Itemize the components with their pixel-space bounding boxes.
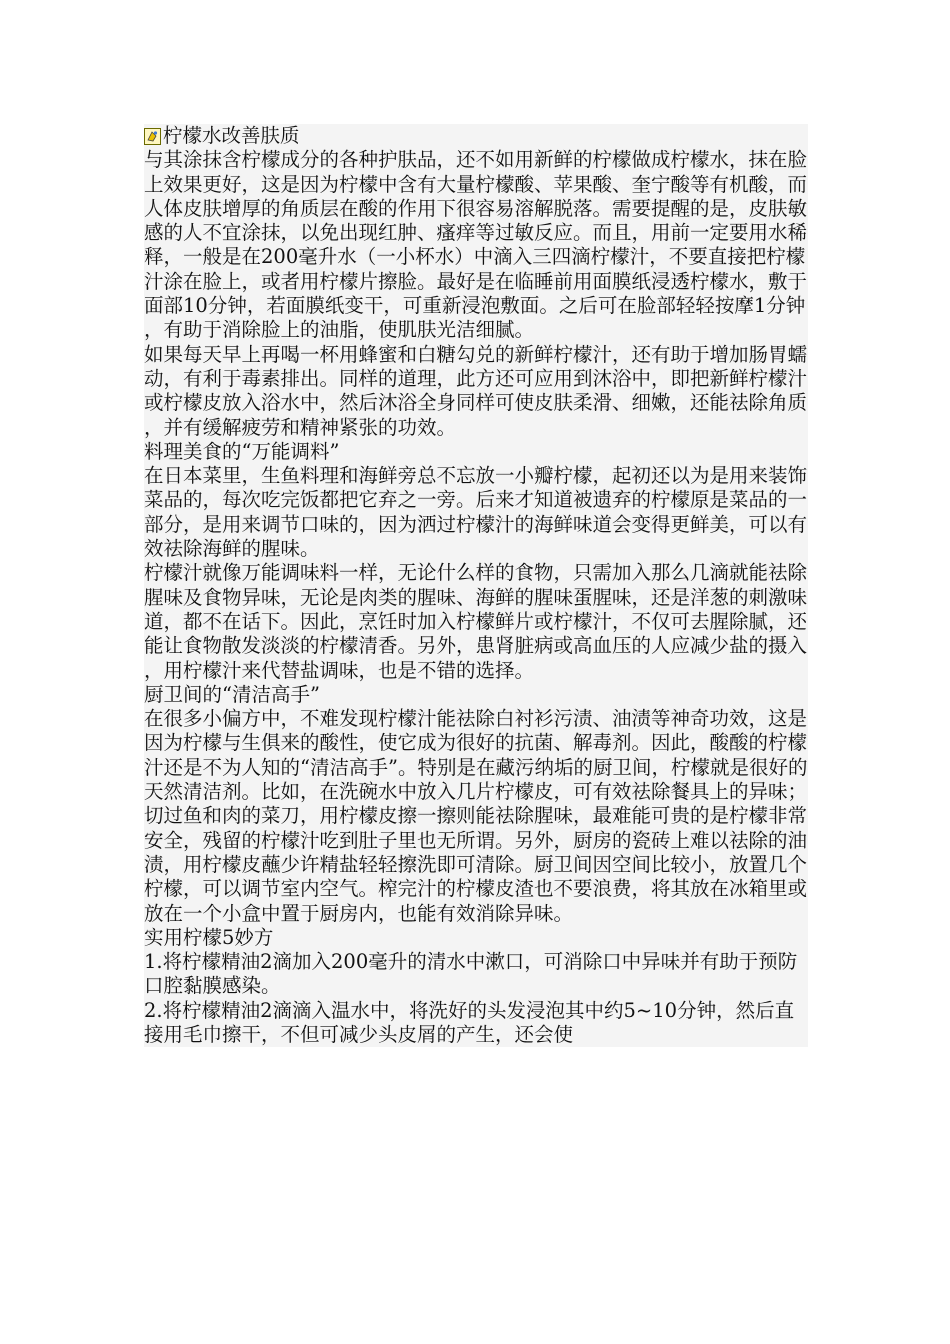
document-body	[144, 124, 808, 1047]
paragraph: 如果每天早上再喝一杯用蜂蜜和白糖勾兑的新鲜柠檬汁，还有助于增加肠胃蠕动，有利于毒素排出。同样的道理，此方还可应用到沐浴中，即把新鲜柠檬汁或柠檬皮放入浴水中，然后沐浴全身同样可使皮肤柔滑、细嫩，还能祛除角质，并有缓解疲劳和精神紧张的功效。	[144, 342, 808, 439]
paragraph: 在很多小偏方中，不难发现柠檬汁能祛除白衬衫污渍、油渍等神奇功效，这是因为柠檬与生俱来的酸性，使它成为很好的抗菌、解毒剂。因此，酸酸的柠檬汁还是不为人知的“清洁高手”。特别是在藏污纳垢的厨卫间，柠檬就是很好的天然清洁剂。比如，在洗碗水中放入几片柠檬皮，可有效祛除餐具上的异味；切过鱼和肉的菜刀，用柠檬皮擦一擦则能祛除腥味，最难能可贵的是柠檬非常安全，残留的柠檬汁吃到肚子里也无所谓。另外，厨房的瓷砖上难以祛除的油渍，用柠檬皮蘸少许精盐轻轻擦洗即可清除。厨卫间因空间比较小，放置几个柠檬，可以调节室内空气。榨完汁的柠檬皮渣也不要浪费，将其放在冰箱里或放在一个小盒中置于厨房内，也能有效消除异味。	[144, 707, 808, 925]
section-heading-seasoning: 料理美食的“万能调料”	[144, 439, 340, 463]
section-heading-lemon-water	[144, 124, 808, 148]
embedded-image-icon	[144, 128, 161, 145]
section-heading-cleaning: 厨卫间的“清洁高手”	[144, 682, 320, 706]
section-heading-remedies: 实用柠檬5妙方	[144, 925, 274, 949]
paragraph: 在日本菜里，生鱼料理和海鲜旁总不忘放一小瓣柠檬，起初还以为是用来装饰菜品的，每次吃完饭都把它弃之一旁。后来才知道被遗弃的柠檬原是菜品的一部分，是用来调节口味的，因为洒过柠檬汁的海鲜味道会变得更鲜美，可以有效祛除海鲜的腥味。	[144, 464, 808, 561]
list-item: 2.将柠檬精油2滴滴入温水中，将洗好的头发浸泡其中约5~10分钟，然后直接用毛巾擦干，不但可减少头皮屑的产生，还会使	[144, 998, 795, 1046]
list-item: 1.将柠檬精油2滴加入200毫升的清水中漱口，可消除口中异味并有助于预防口腔黏膜感染。	[144, 950, 798, 998]
heading-text: 柠檬水改善肤质	[163, 124, 300, 147]
paragraph: 与其涂抹含柠檬成分的各种护肤品，还不如用新鲜的柠檬做成柠檬水，抹在脸上效果更好，这是因为柠檬中含有大量柠檬酸、苹果酸、奎宁酸等有机酸，而人体皮肤增厚的角质层在酸的作用下很容易溶解脱落。需要提醒的是，皮肤敏感的人不宜涂抹，以免出现红肿、瘙痒等过敏反应。而且，用前一定要用水稀释，一般是在200毫升水（一小杯水）中滴入三四滴柠檬汁，不要直接把柠檬汁涂在脸上，或者用柠檬片擦脸。最好是在临睡前用面膜纸浸透柠檬水，敷于面部10分钟，若面膜纸变干，可重新浸泡敷面。之后可在脸部轻轻按摩1分钟，有助于消除脸上的油脂，使肌肤光洁细腻。	[144, 148, 808, 342]
paragraph: 柠檬汁就像万能调味料一样，无论什么样的食物，只需加入那么几滴就能祛除腥味及食物异味，无论是肉类的腥味、海鲜的腥味蛋腥味，还是洋葱的刺激味道，都不在话下。因此，烹饪时加入柠檬鲜片或柠檬汁，不仅可去腥除腻，还能让食物散发淡淡的柠檬清香。另外，患肾脏病或高血压的人应减少盐的摄入，用柠檬汁来代替盐调味，也是不错的选择。	[144, 561, 808, 682]
